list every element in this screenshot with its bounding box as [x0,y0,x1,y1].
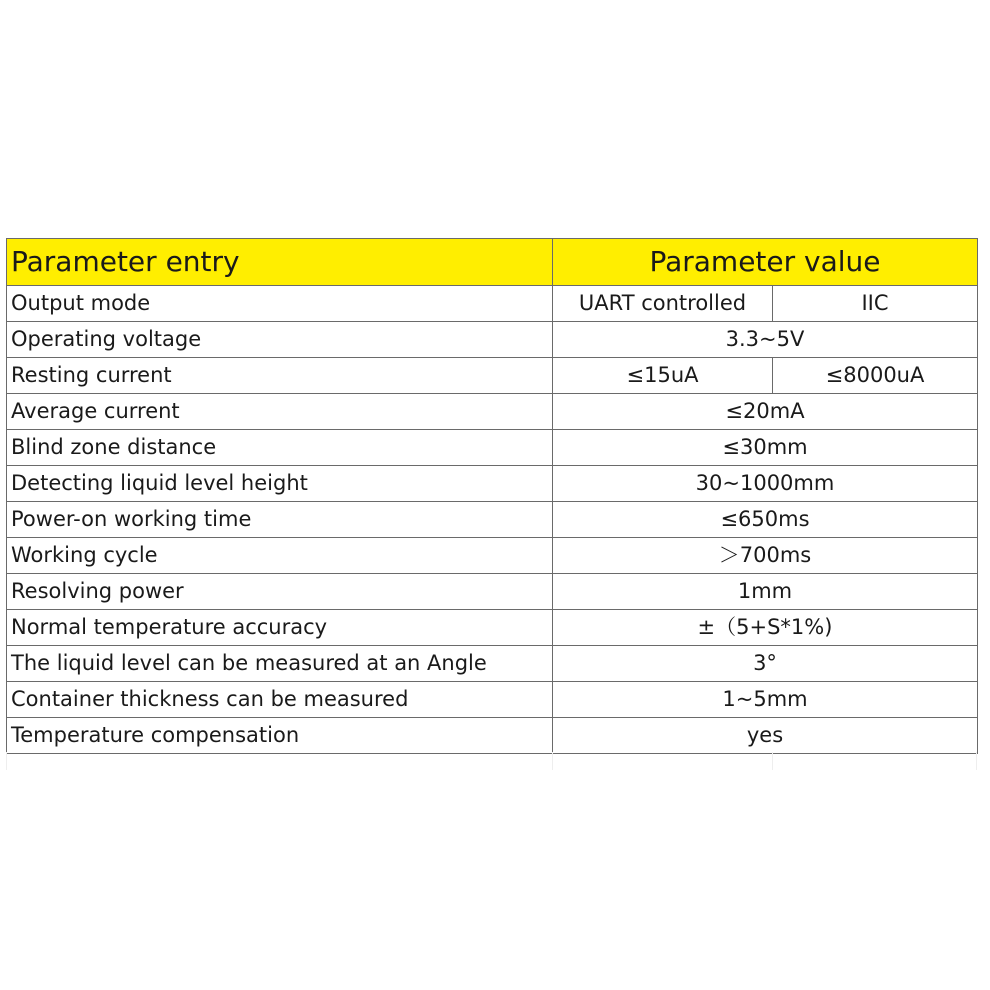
row-value-cell: ＞700ms [553,538,978,574]
table-row [7,574,978,610]
row-value-cell: 1~5mm [553,682,978,718]
row-entry-cell: Temperature compensation [7,718,553,754]
table-row [7,358,978,394]
table-row [7,610,978,646]
gridline-divider [552,752,553,770]
row-value-cell: ≤20mA [553,394,978,430]
table-row [7,538,978,574]
table-row [7,430,978,466]
header-parameter-value: Parameter value [553,239,978,286]
table-header-row [7,239,978,286]
row-entry-cell: Container thickness can be measured [7,682,553,718]
row-entry-cell: Normal temperature accuracy [7,610,553,646]
row-value-cell: UART controlled [553,286,773,322]
row-entry-cell: Blind zone distance [7,430,553,466]
table-row [7,682,978,718]
row-entry-cell: Average current [7,394,553,430]
table-row [7,286,978,322]
row-value-cell: ≤650ms [553,502,978,538]
table-row [7,646,978,682]
row-entry-cell: Resting current [7,358,553,394]
row-value-cell: yes [553,718,978,754]
gridline-divider [6,752,7,770]
row-entry-cell: Operating voltage [7,322,553,358]
table-row [7,466,978,502]
row-value-cell: ≤30mm [553,430,978,466]
row-value-cell: IIC [773,286,978,322]
row-value-cell: 3° [553,646,978,682]
gridline-divider [772,752,773,770]
row-value-cell: 3.3~5V [553,322,978,358]
row-value-cell: ±（5+S*1%) [553,610,978,646]
row-value-cell: ≤15uA [553,358,773,394]
header-parameter-entry: Parameter entry [7,239,553,286]
table-row [7,502,978,538]
table-row [7,394,978,430]
row-entry-cell: Detecting liquid level height [7,466,553,502]
row-value-cell: 30~1000mm [553,466,978,502]
gridline-divider [976,752,977,770]
row-entry-cell: Resolving power [7,574,553,610]
parameter-table [6,238,978,754]
table-row [7,322,978,358]
table-row [7,718,978,754]
row-entry-cell: Power-on working time [7,502,553,538]
row-entry-cell: Working cycle [7,538,553,574]
row-entry-cell: Output mode [7,286,553,322]
row-entry-cell: The liquid level can be measured at an Angle [7,646,553,682]
row-value-cell: ≤8000uA [773,358,978,394]
row-value-cell: 1mm [553,574,978,610]
